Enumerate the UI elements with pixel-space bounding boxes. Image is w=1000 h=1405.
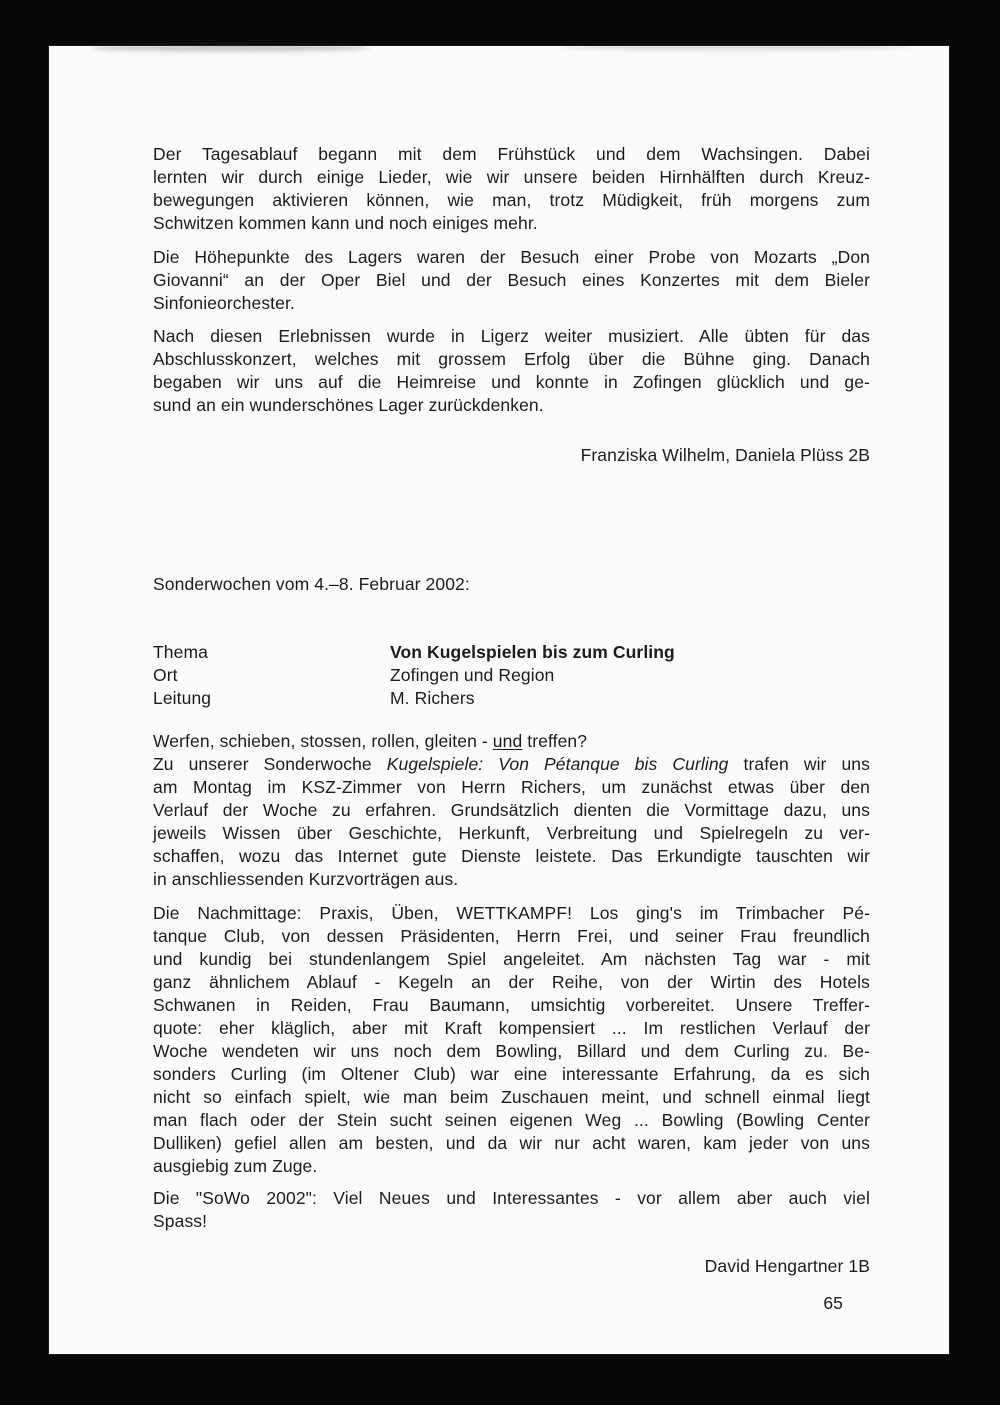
author-signature: Franziska Wilhelm, Daniela Plüss 2B: [580, 445, 870, 465]
meta-row-thema: [153, 641, 870, 664]
text-line: Schwanen in Reiden, Frau Baumann, umsichtig vorbereitet. Unsere Treffer-: [153, 995, 870, 1015]
text-line: sonders Curling (im Oltener Club) war eine interessante Erfahrung, da es sich: [153, 1064, 870, 1084]
text-line: tanque Club, von dessen Präsidenten, Herrn Frei, und seiner Frau freundlich: [153, 926, 870, 946]
text-line: Nach diesen Erlebnissen wurde in Ligerz weiter musiziert. Alle übten für das: [153, 326, 870, 346]
text-line: Verlauf der Woche zu erfahren. Grundsätzlich dienten die Vormittage dazu, uns: [153, 800, 870, 820]
text-line: Die Höhepunkte des Lagers waren der Besuch einer Probe von Mozarts „Don: [153, 247, 870, 267]
meta-label: Ort: [153, 665, 178, 685]
text-line: quote: eher kläglich, aber mit Kraft kompensiert ... Im restlichen Verlauf der: [153, 1018, 870, 1038]
text-line: und kundig bei stundenlangem Spiel angeleitet. Am nächsten Tag war - mit: [153, 949, 870, 969]
session-info-table: [153, 641, 870, 710]
text-line: Giovanni“ an der Oper Biel und der Besuch eines Konzertes mit dem Bieler: [153, 270, 870, 290]
paragraph-sonderwoche-3: [153, 1187, 870, 1233]
meta-label: Leitung: [153, 688, 212, 708]
text-line: Die Nachmittage: Praxis, Üben, WETTKAMPF! Los ging's im Trimbacher Pé-: [153, 903, 870, 923]
text-line: Woche wendeten wir uns noch dem Bowling, Billard und dem Curling zu. Be-: [153, 1041, 870, 1061]
paragraph-sonderwoche-1: [153, 753, 870, 891]
text-line: ausgiebig zum Zuge.: [153, 1156, 318, 1176]
meta-row-ort: [153, 664, 870, 687]
text-line: nicht so einfach spielt, wie man beim Zuschauen meint, und schnell einmal liegt: [153, 1087, 870, 1107]
text-line: am Montag im KSZ-Zimmer von Herrn Richers, um zunächst etwas über den: [153, 777, 870, 797]
paragraph-music-camp-3: [153, 325, 870, 417]
author-signature: David Hengartner 1B: [704, 1256, 870, 1276]
text-line: Sinfonieorchester.: [153, 293, 295, 313]
text-line: Schwitzen kommen kann und noch einiges mehr.: [153, 213, 538, 233]
section-heading: Sonderwochen vom 4.–8. Februar 2002:: [153, 574, 470, 594]
text-line: Dulliken) gefiel allen am besten, und da wir nur acht waren, kam jeder von uns: [153, 1133, 870, 1153]
text-line: ganz ähnlichem Ablauf - Kegeln an der Reihe, von der Wirtin des Hotels: [153, 972, 870, 992]
text-line: Werfen, schieben, stossen, rollen, gleiten - und treffen?: [153, 731, 588, 751]
sonderwoche-intro-line: [153, 730, 870, 753]
paragraph-sonderwoche-2: [153, 902, 870, 1178]
text-line: man flach oder der Stein sucht seinen eigenen Weg ... Bowling (Bowling Center: [153, 1110, 870, 1130]
text-line: sund an ein wunderschönes Lager zurückdenken.: [153, 395, 544, 415]
text-line: in anschliessenden Kurzvorträgen aus.: [153, 869, 459, 889]
text-line: bewegungen aktivieren können, wie man, trotz Müdigkeit, früh morgens zum: [153, 190, 870, 210]
paragraph-music-camp-2: [153, 246, 870, 315]
meta-value-title: Von Kugelspielen bis zum Curling: [390, 642, 675, 662]
text-line: jeweils Wissen über Geschichte, Herkunft, Verbreitung und Spielregeln zu ver-: [153, 823, 870, 843]
text-line: Der Tagesablauf begann mit dem Frühstück und dem Wachsingen. Dabei: [153, 144, 870, 164]
text-line: Abschlusskonzert, welches mit grossem Erfolg über die Bühne ging. Danach: [153, 349, 870, 369]
meta-value-leader: M. Richers: [390, 688, 475, 708]
meta-value-location: Zofingen und Region: [390, 665, 555, 685]
page-number: 65: [823, 1293, 843, 1313]
paragraph-music-camp-1: [153, 143, 870, 235]
scan-artifact-smudge: [560, 43, 910, 49]
text-line: begaben wir uns auf die Heimreise und konnte in Zofingen glücklich und ge-: [153, 372, 870, 392]
scan-artifact-smudge: [90, 44, 370, 51]
meta-label: Thema: [153, 642, 208, 662]
text-line: Zu unserer Sonderwoche Kugelspiele: Von Pétanque bis Curling trafen wir uns: [153, 754, 870, 774]
text-line: Spass!: [153, 1211, 208, 1231]
meta-row-leitung: [153, 687, 870, 710]
text-line: schaffen, wozu das Internet gute Dienste leistete. Das Erkundigte tauschten wir: [153, 846, 870, 866]
text-line: Die "SoWo 2002": Viel Neues und Interessantes - vor allem aber auch viel: [153, 1188, 870, 1208]
paper-page: [48, 45, 950, 1355]
text-line: lernten wir durch einige Lieder, wie wir unsere beiden Hirnhälften durch Kreuz-: [153, 167, 870, 187]
